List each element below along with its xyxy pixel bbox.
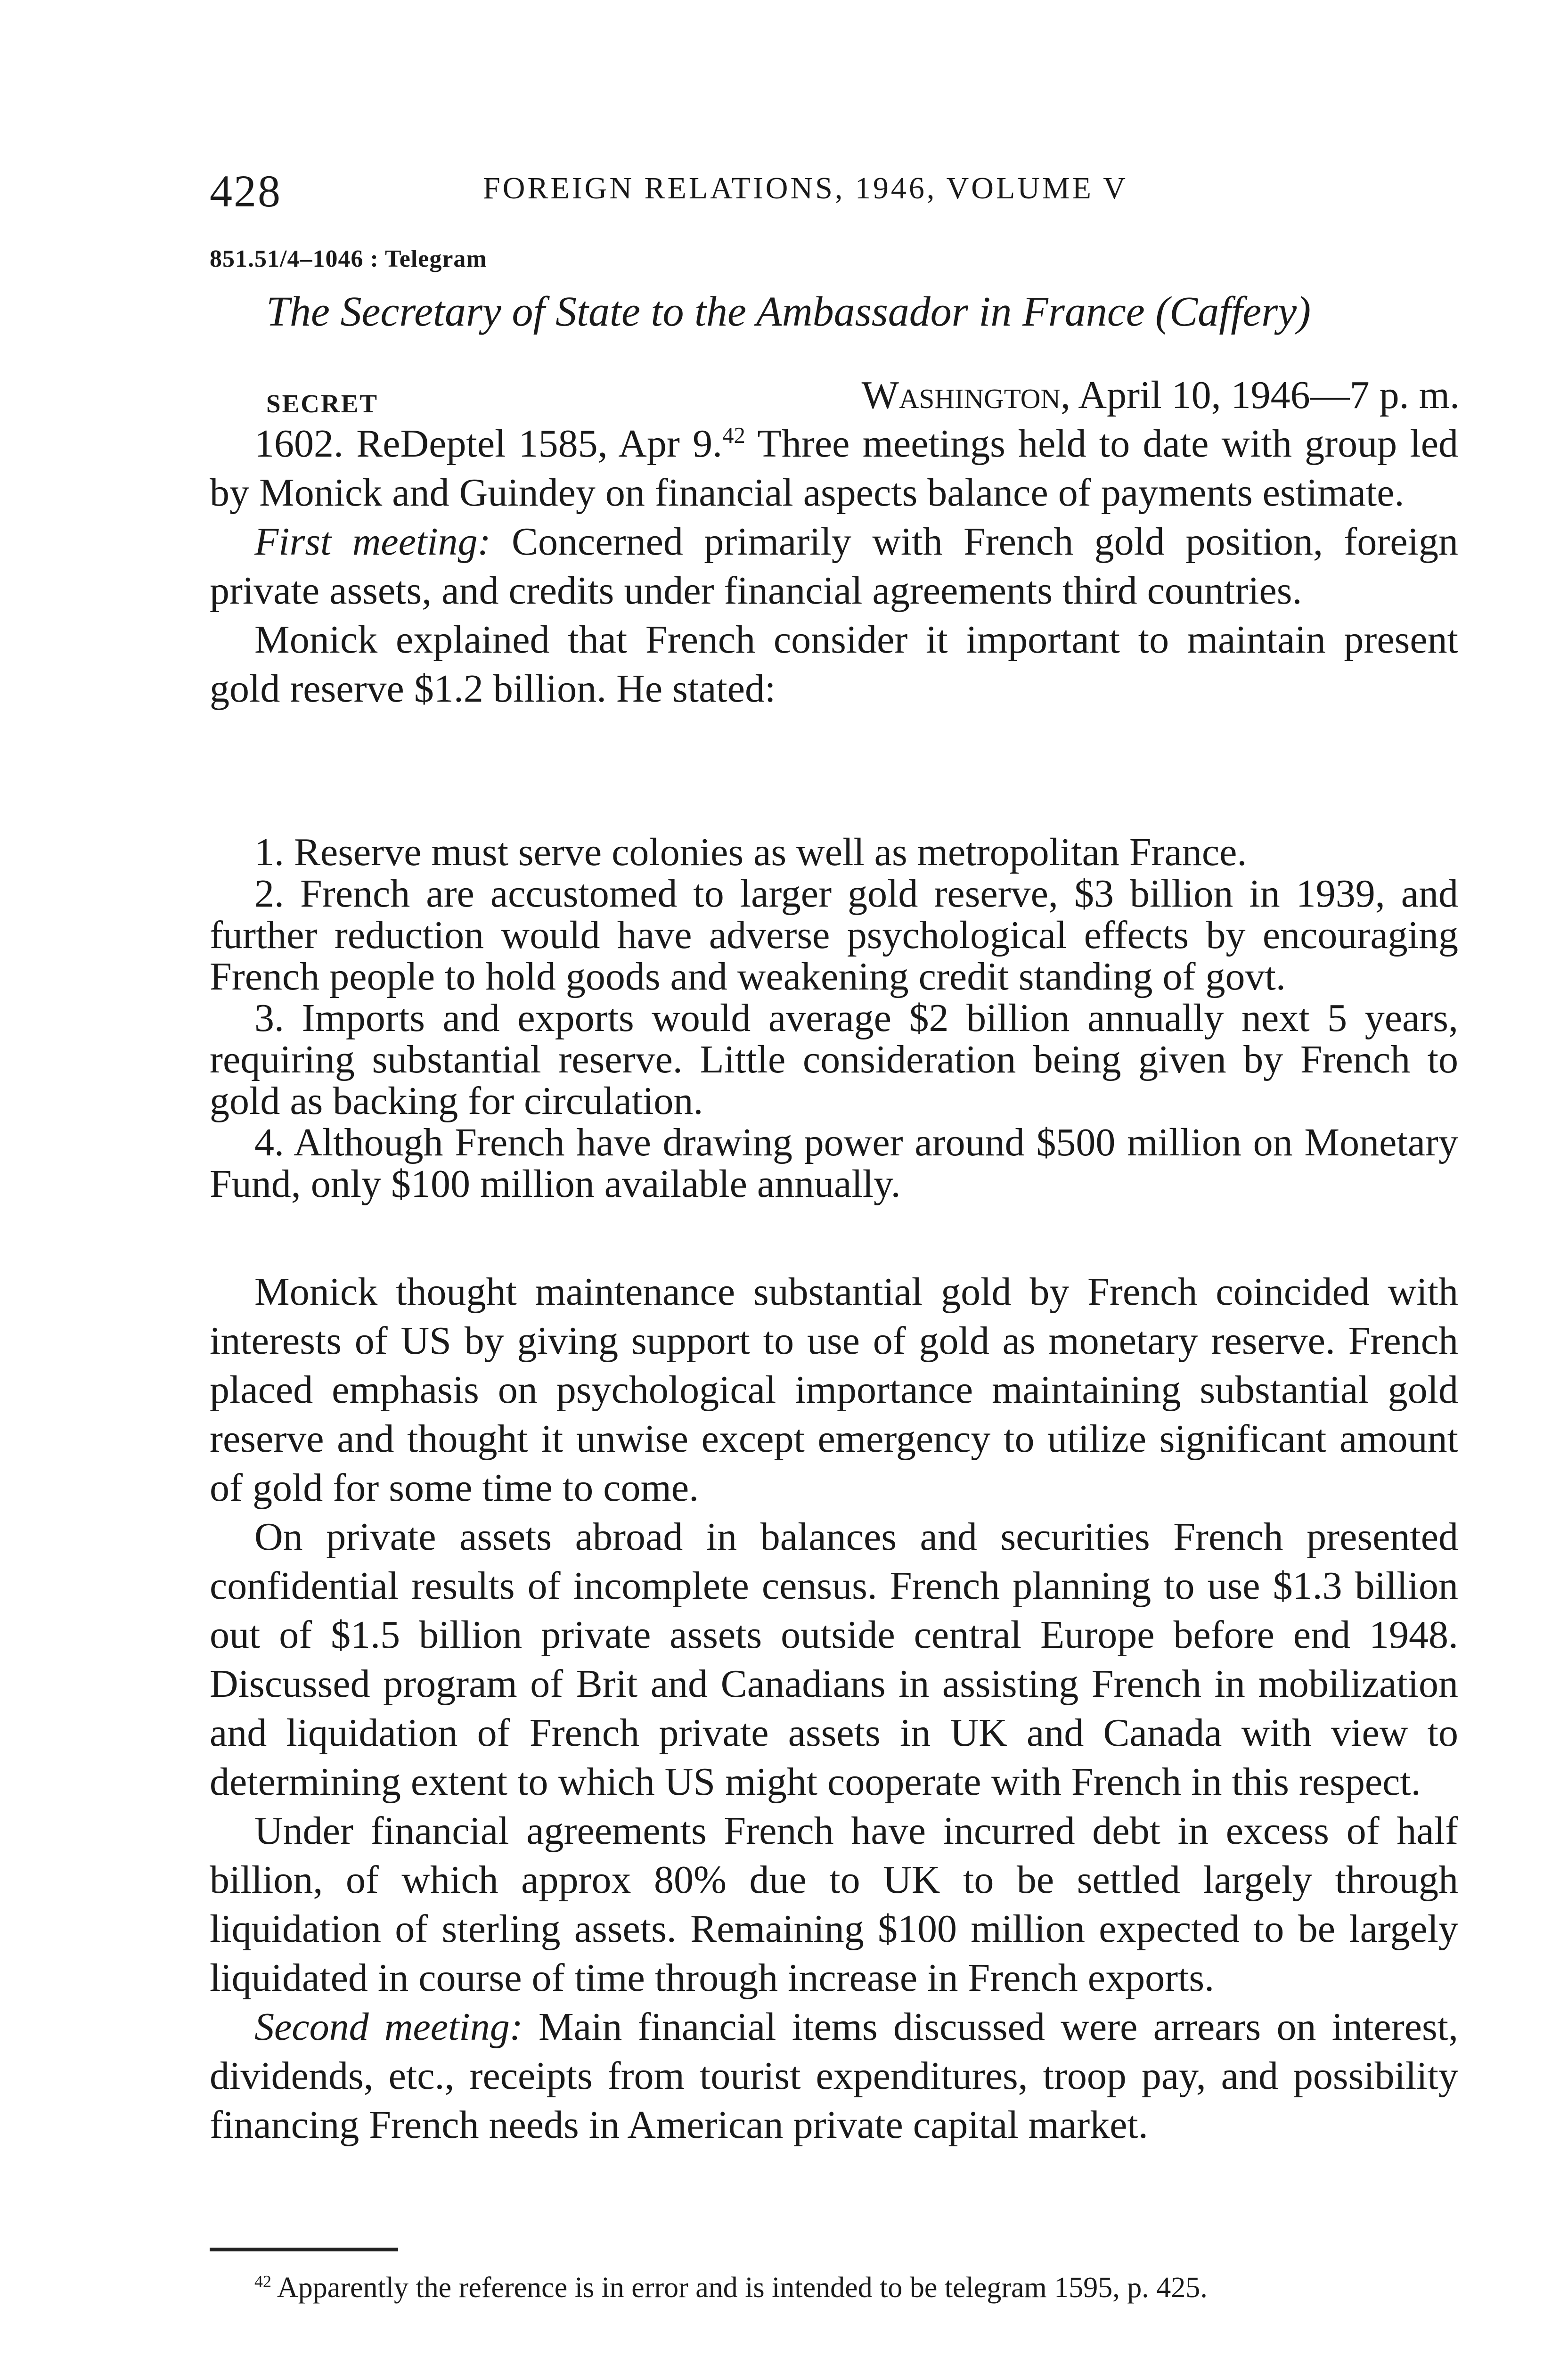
document-id: 851.51/4–1046 : Telegram bbox=[210, 245, 487, 272]
body-bottom bbox=[210, 1268, 1458, 2150]
second-meeting-heading: Second meeting: bbox=[254, 2005, 523, 2049]
footnote-ref: 42 bbox=[722, 422, 745, 448]
classification-mark: SECRET bbox=[266, 389, 379, 418]
page-number: 428 bbox=[210, 166, 282, 216]
document-title: The Secretary of State to the Ambassador in France (Caffery) bbox=[266, 288, 1311, 335]
paragraph-7-text: Main financial items discussed were arrears on interest, dividends, etc., receipts from tourist expenditures, troop pay, and possibility financing French needs in American private capital market. bbox=[210, 2005, 1458, 2147]
paragraph-7 bbox=[210, 2003, 1458, 2150]
paragraph-5: On private assets abroad in balances and securities French presented confidential results of incomplete census. French planning to use $1.3 billion out of $1.5 billion private assets outside central Europe before end 1948. Discussed program of Brit and Canadians in assisting French in mobilization and liquidation of French private assets in UK and Canada with view to determining extent to which US might cooperate with French in this respect. bbox=[210, 1515, 1458, 1804]
paragraph-2 bbox=[210, 517, 1458, 615]
body-top bbox=[210, 419, 1458, 713]
paragraph-1-rest: Three meetings held to date with group led by Monick and Guindey on financial aspects balance of payments estimate. bbox=[210, 422, 1458, 515]
footnote-text bbox=[210, 2271, 1458, 2304]
dateline bbox=[862, 372, 1460, 418]
footnote-rule bbox=[210, 2248, 398, 2251]
running-head: FOREIGN RELATIONS, 1946, VOLUME V bbox=[483, 171, 1128, 205]
list-item: 4. Although French have drawing power around $500 million on Monetary Fund, only $100 million available annually. bbox=[210, 1121, 1458, 1206]
list-item: 2. French are accustomed to larger gold reserve, $3 billion in 1939, and further reduction would have adverse psychological effects by encouraging French people to hold goods and weakening credit standing of govt. bbox=[210, 872, 1458, 998]
footnote-body: Apparently the reference is in error and is intended to be telegram 1595, p. 425. bbox=[271, 2272, 1208, 2304]
footnote bbox=[210, 2271, 1458, 2304]
list-item: 3. Imports and exports would average $2 billion annually next 5 years, requiring substantial reserve. Little consideration being given by French to gold as backing for circulation. bbox=[210, 996, 1458, 1123]
paragraph-3: Monick explained that French consider it important to maintain present gold reserve $1.2 billion. He stated: bbox=[210, 618, 1458, 711]
numbered-list bbox=[210, 832, 1458, 1205]
dateline-date: , April 10, 1946—7 p. m. bbox=[1060, 373, 1460, 417]
first-meeting-heading: First meeting: bbox=[254, 520, 491, 564]
footnote-marker: 42 bbox=[254, 2272, 271, 2291]
page-header bbox=[210, 165, 1359, 217]
paragraph-4: Monick thought maintenance substantial gold by French coincided with interests of US by giving support to use of gold as monetary reserve. French placed emphasis on psychological importance maintaining substantial gold reserve and thought it unwise except emergency to utilize significant amount of gold for some time to come. bbox=[210, 1270, 1458, 1510]
paragraph-1 bbox=[210, 419, 1458, 517]
dateline-place: Washington bbox=[861, 373, 1061, 417]
paragraph-6: Under financial agreements French have incurred debt in excess of half billion, of which approx 80% due to UK to be settled largely through liquidation of sterling assets. Remaining $100 million expected to be largely liquidated in course of time through increase in French exports. bbox=[210, 1809, 1458, 2000]
list-item: 1. Reserve must serve colonies as well as metropolitan France. bbox=[254, 830, 1247, 874]
paragraph-1-text: 1602. ReDeptel 1585, Apr 9. bbox=[254, 422, 723, 466]
paragraph-2-text: Concerned primarily with French gold position, foreign private assets, and credits under financial agreements third countries. bbox=[210, 520, 1458, 613]
